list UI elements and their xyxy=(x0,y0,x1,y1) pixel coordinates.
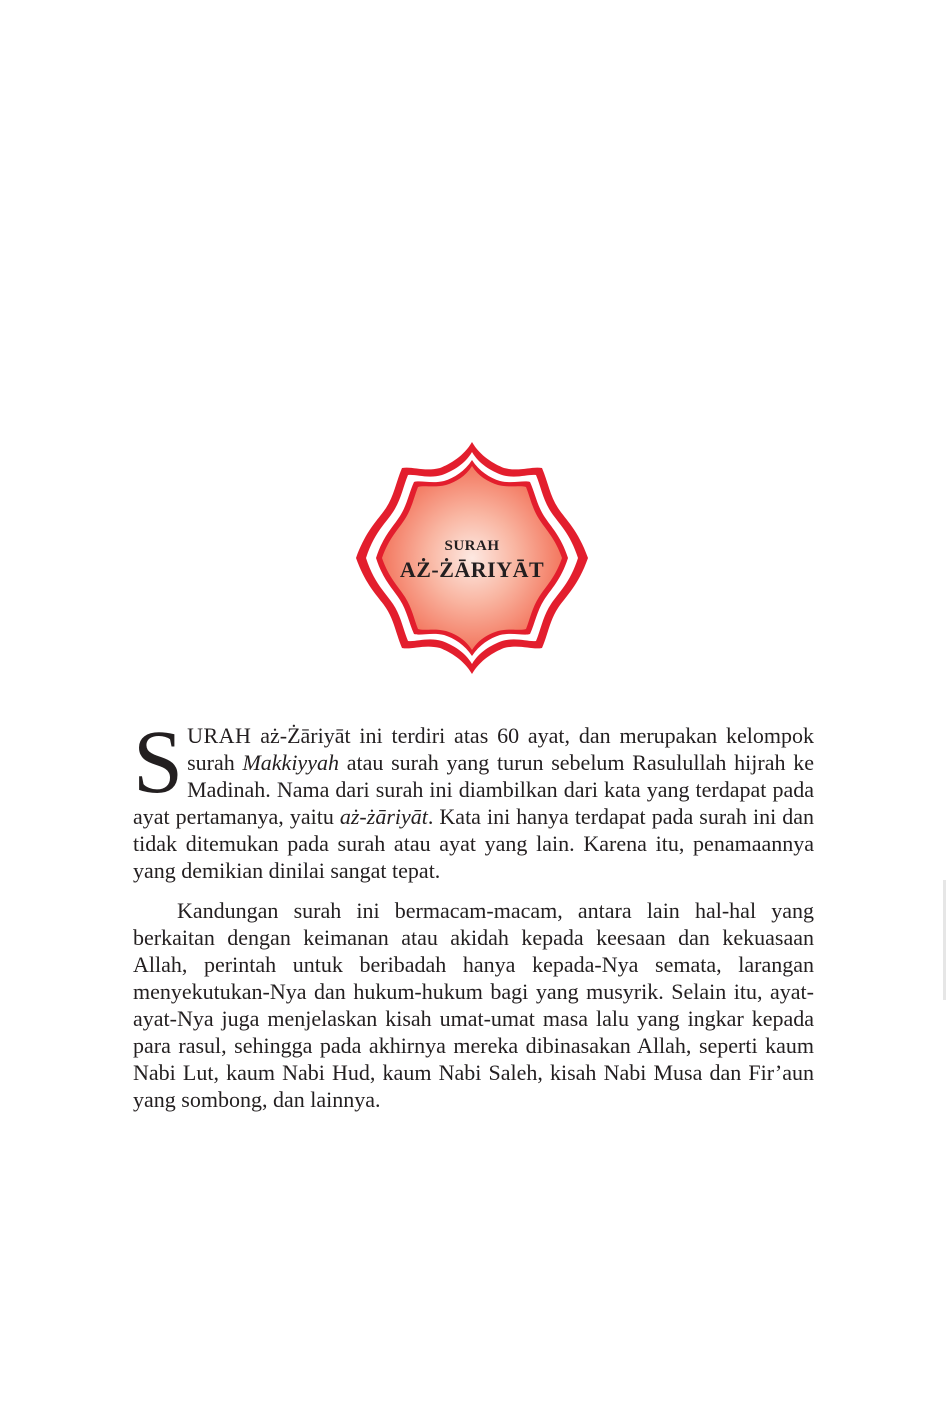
intro-italic-2: aż-żāriyāt xyxy=(339,804,428,829)
drop-cap: S xyxy=(133,713,184,812)
intro-italic-1: Makkiyyah xyxy=(242,750,339,775)
intro-text-1: aż-Żāriyāt ini terdiri atas 60 ayat, dan merupakan kelompok surah xyxy=(187,723,814,775)
lead-word: URAH xyxy=(187,723,252,748)
emblem-text xyxy=(352,536,592,584)
surah-label: SURAH xyxy=(444,538,500,554)
intro-text-2: atau surah yang turun sebelum Rasulullah hijrah ke Madinah. Nama dari surah ini diambilkan dari kata yang terdapat pada ayat pertamanya, yaitu xyxy=(133,750,814,829)
surah-title: AŻ-ŻĀRIYĀT xyxy=(399,557,545,582)
content-paragraph: Kandungan surah ini bermacam-macam, antara lain hal-hal yang berkaitan dengan keimanan atau akidah kepada keesaan dan kekuasaan Allah, perintah untuk beribadah hanya kepada-Nya semata, larangan menyekutukan-Nya dan hukum-hukum bagi yang musyrik. Selain itu, ayat-ayat-Nya juga menjelaskan kisah umat-umat masa lalu yang ingkar kepada para rasul, sehingga pada akhirnya mereka dibinasakan Allah, seperti kaum Nabi Lut, kaum Nabi Hud, kaum Nabi Saleh, kisah Nabi Musa dan Fir’aun yang sombong, dan lainnya. xyxy=(133,898,814,1112)
intro-text-3: . Kata ini hanya terdapat pada surah ini dan tidak ditemukan pada surah atau ayat yang lain. Karena itu, penamaannya yang demikian dinilai sangat tepat. xyxy=(133,804,814,883)
surah-emblem xyxy=(352,438,592,678)
article-body xyxy=(133,713,814,1126)
intro-paragraph xyxy=(133,713,814,884)
